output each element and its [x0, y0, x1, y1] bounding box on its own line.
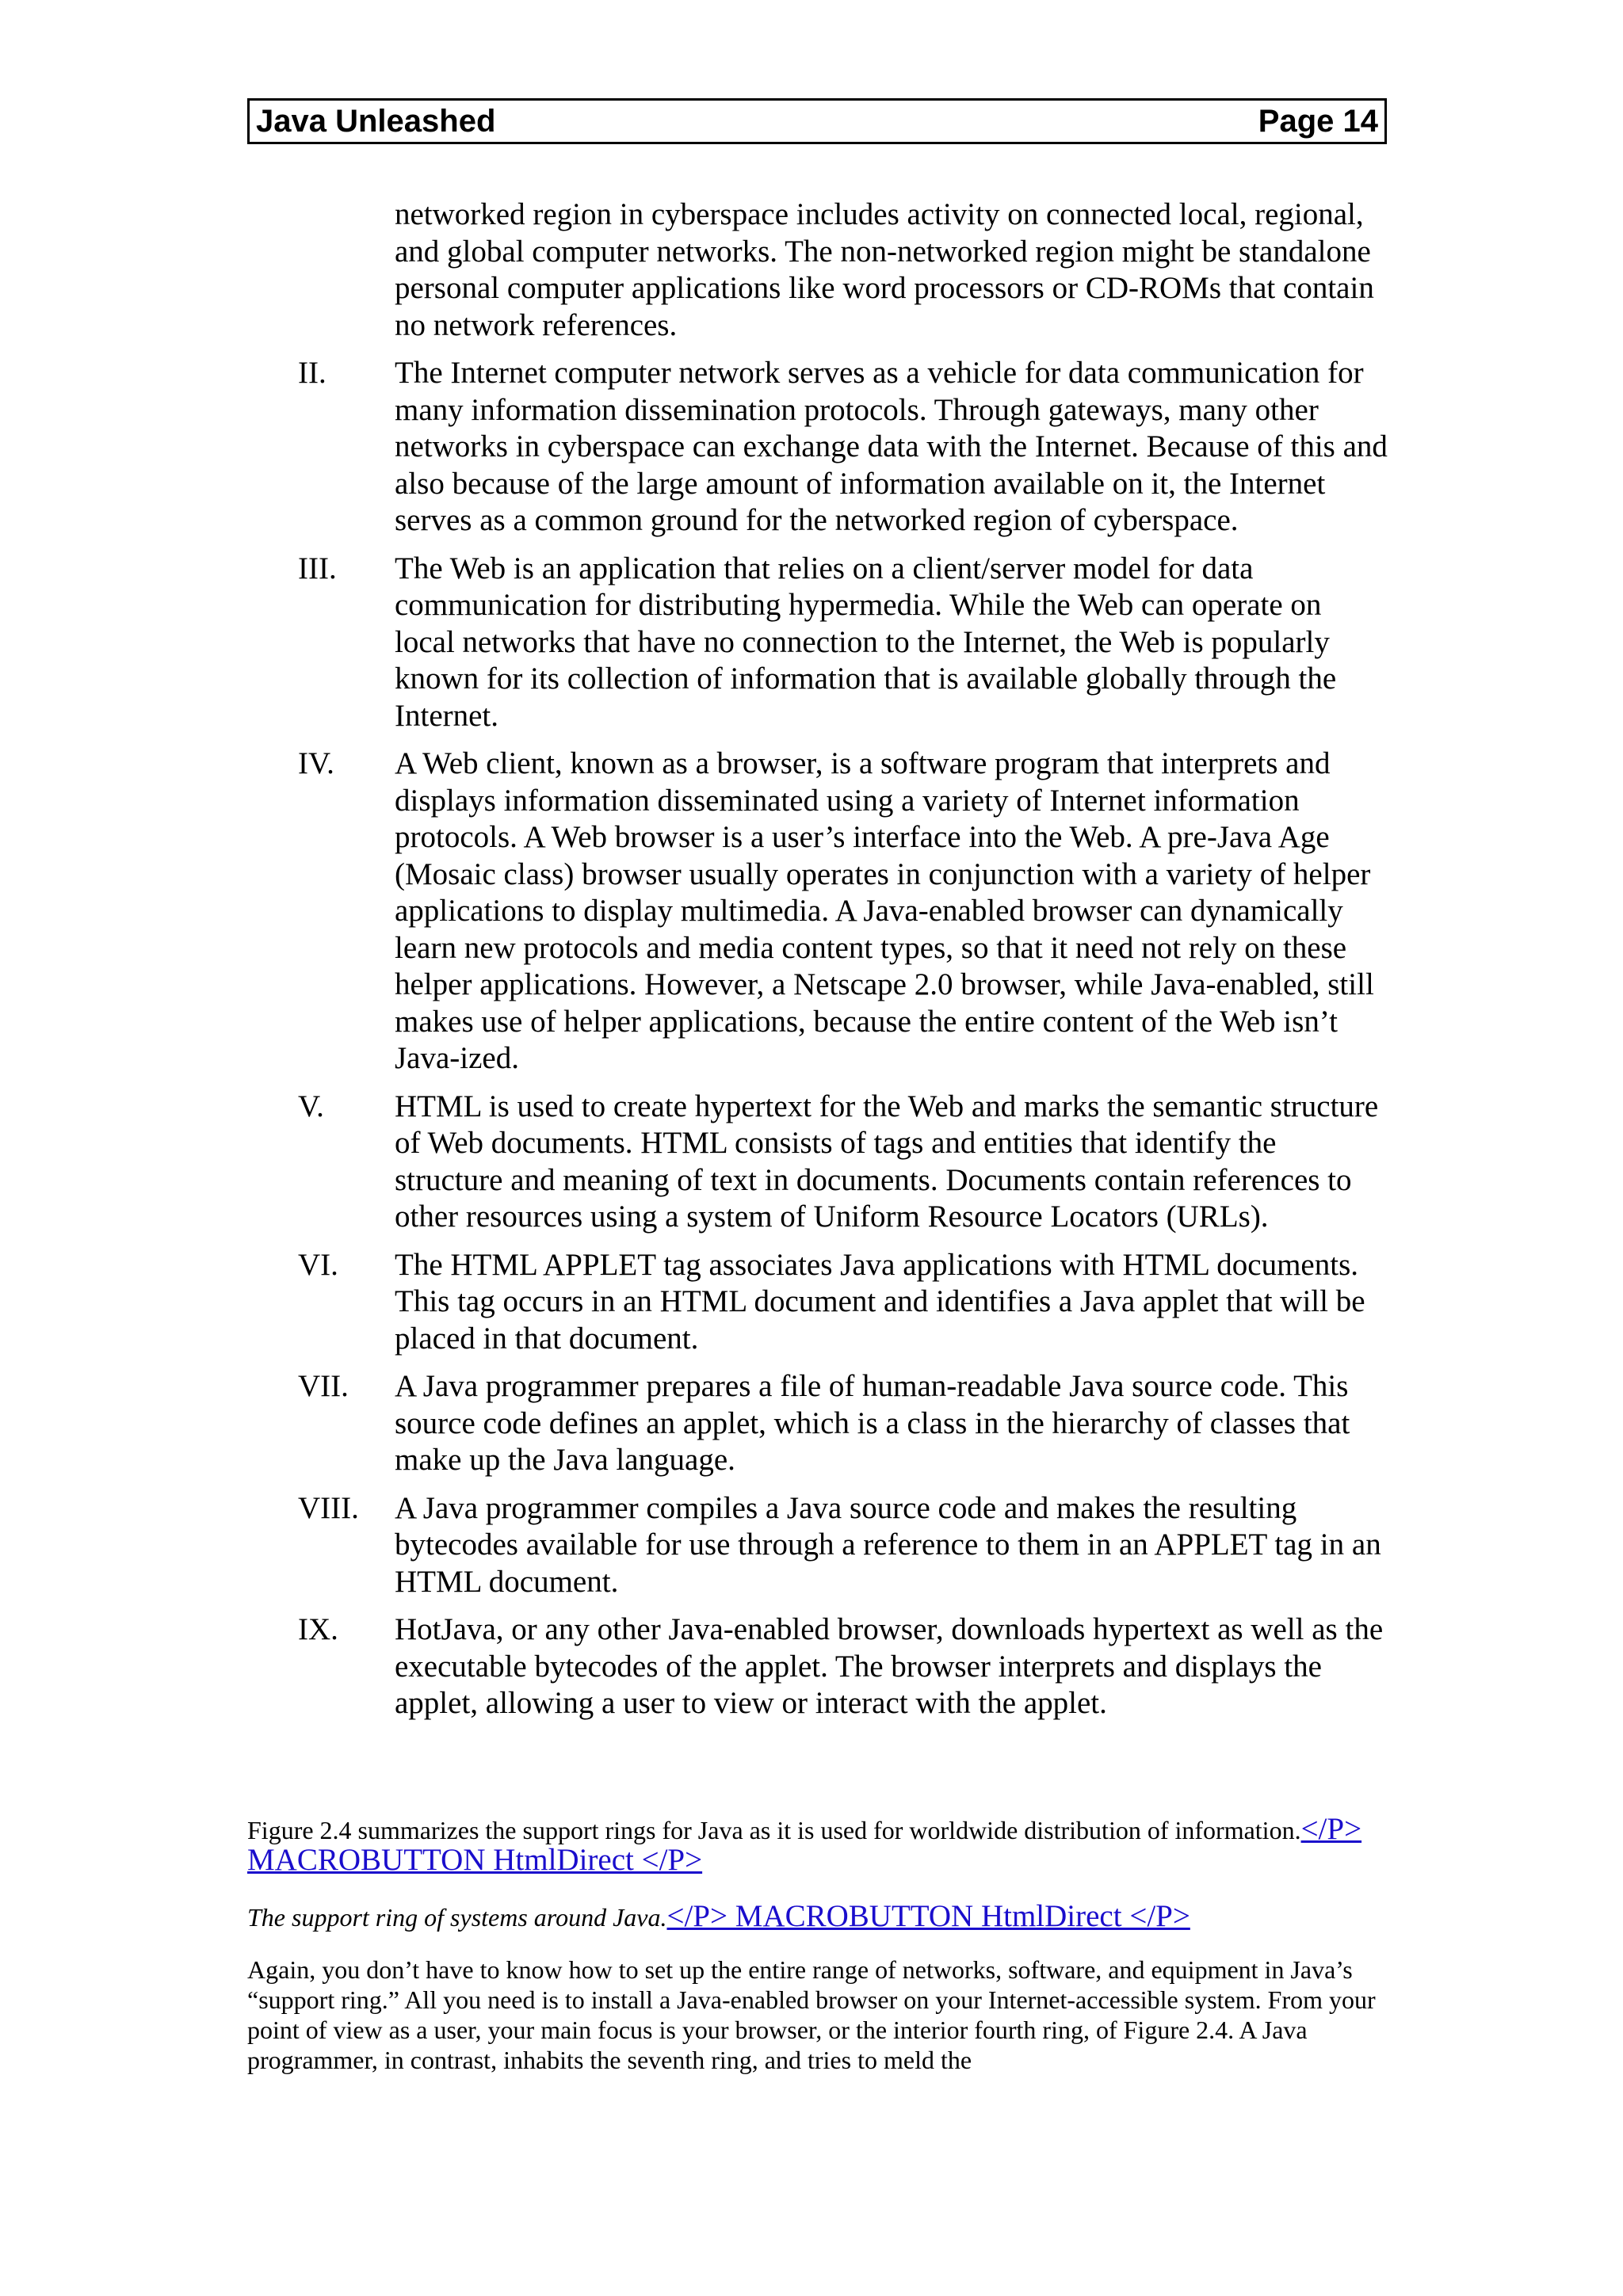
list-item [247, 1368, 1388, 1479]
numbered-list [247, 196, 1388, 1733]
list-item-text: A Java programmer prepares a file of human-readable Java source code. This source code defines an applet, which is a class in the hierarchy of classes that make up the Java language. [395, 1369, 1350, 1477]
list-item-numeral: IX. [298, 1612, 338, 1646]
list-item-numeral: IV. [298, 746, 334, 780]
macrobutton-link[interactable]: </P> MACROBUTTON HtmlDirect </P> [247, 1812, 1362, 1877]
body-paragraph: Again, you don’t have to know how to set up the entire range of networks, software, and equipment in Java’s “support ring.” All you need is to install a Java-enabled browser on your Internet-accessible system. From your point of view as a user, your main focus is your browser, or the interior fourth ring, of Figure 2.4. A Java programmer, in contrast, inhabits the seventh ring, and tries to meld the [247, 1955, 1376, 2074]
list-item-numeral: VII. [298, 1369, 349, 1403]
list-item-numeral: III. [298, 551, 337, 585]
list-item-text: The Web is an application that relies on a client/server model for data communication for distributing hypermedia. While the Web can operate on local networks that have no connection to the Internet, the Web is popularly known for its collection of information that is available globally through the Internet. [395, 551, 1337, 733]
list-item [247, 1611, 1388, 1722]
figure-caption-text: The support ring of systems around Java. [247, 1903, 667, 1932]
list-item-numeral: VIII. [298, 1490, 359, 1525]
list-item-numeral: V. [298, 1089, 324, 1123]
list-item-text: A Web client, known as a browser, is a software program that interprets and displays information disseminated using a variety of Internet information protocols. A Web browser is a user’s interface into the Web. A pre-Java Age (Mosaic class) browser usually operates in conjunction with a variety of helper applications to display multimedia. A Java-enabled browser can dynamically learn new protocols and media content types, so that it need not rely on these helper applications. However, a Netscape 2.0 browser, while Java-enabled, still makes use of helper applications, because the entire content of the Web isn’t Java-ized. [395, 746, 1374, 1075]
list-item [247, 551, 1388, 735]
page-number: Page 14 [1258, 104, 1378, 139]
list-item-text: HTML is used to create hypertext for the Web and marks the semantic structure of Web documents. HTML consists of tags and entities that identify the structure and meaning of text in documents. Documents contain references to other resources using a system of Uniform Resource Locators (URLs). [395, 1089, 1379, 1234]
list-item-numeral: II. [298, 356, 327, 390]
figure-caption [247, 1901, 1388, 1932]
figure-reference-text: Figure 2.4 summarizes the support rings for Java as it is used for worldwide distribution of information. [247, 1816, 1301, 1844]
list-item-text: HotJava, or any other Java-enabled browser, downloads hypertext as well as the executable bytecodes of the applet. The browser interprets and displays the applet, allowing a user to view or interact with the applet. [395, 1612, 1384, 1720]
list-item-text: The Internet computer network serves as a vehicle for data communication for many information dissemination protocols. Through gateways, many other networks in cyberspace can exchange data with the Internet. Because of this and also because of the large amount of information available on it, the Internet serves as a common ground for the networked region of cyberspace. [395, 356, 1388, 537]
list-item-numeral: VI. [298, 1247, 338, 1282]
list-item-text: A Java programmer compiles a Java source code and makes the resulting bytecodes available for use through a reference to them in an APPLET tag in an HTML document. [395, 1490, 1381, 1599]
list-item [247, 355, 1388, 540]
list-item [247, 1247, 1388, 1358]
figure-reference-paragraph [247, 1814, 1388, 1876]
page-header [247, 98, 1387, 144]
macrobutton-link[interactable]: </P> MACROBUTTON HtmlDirect </P> [666, 1899, 1190, 1933]
list-item [247, 1490, 1388, 1601]
list-item [247, 746, 1388, 1077]
document-title: Java Unleashed [256, 104, 496, 139]
list-item [247, 1089, 1388, 1236]
list-item-text: The HTML APPLET tag associates Java applications with HTML documents. This tag occurs in an HTML document and identifies a Java applet that will be placed in that document. [395, 1247, 1365, 1356]
list-continuation-text: networked region in cyberspace includes activity on connected local, regional, and global computer networks. The non-networked region might be standalone personal computer applications like word processors or CD-ROMs that contain no network references. [395, 197, 1374, 342]
